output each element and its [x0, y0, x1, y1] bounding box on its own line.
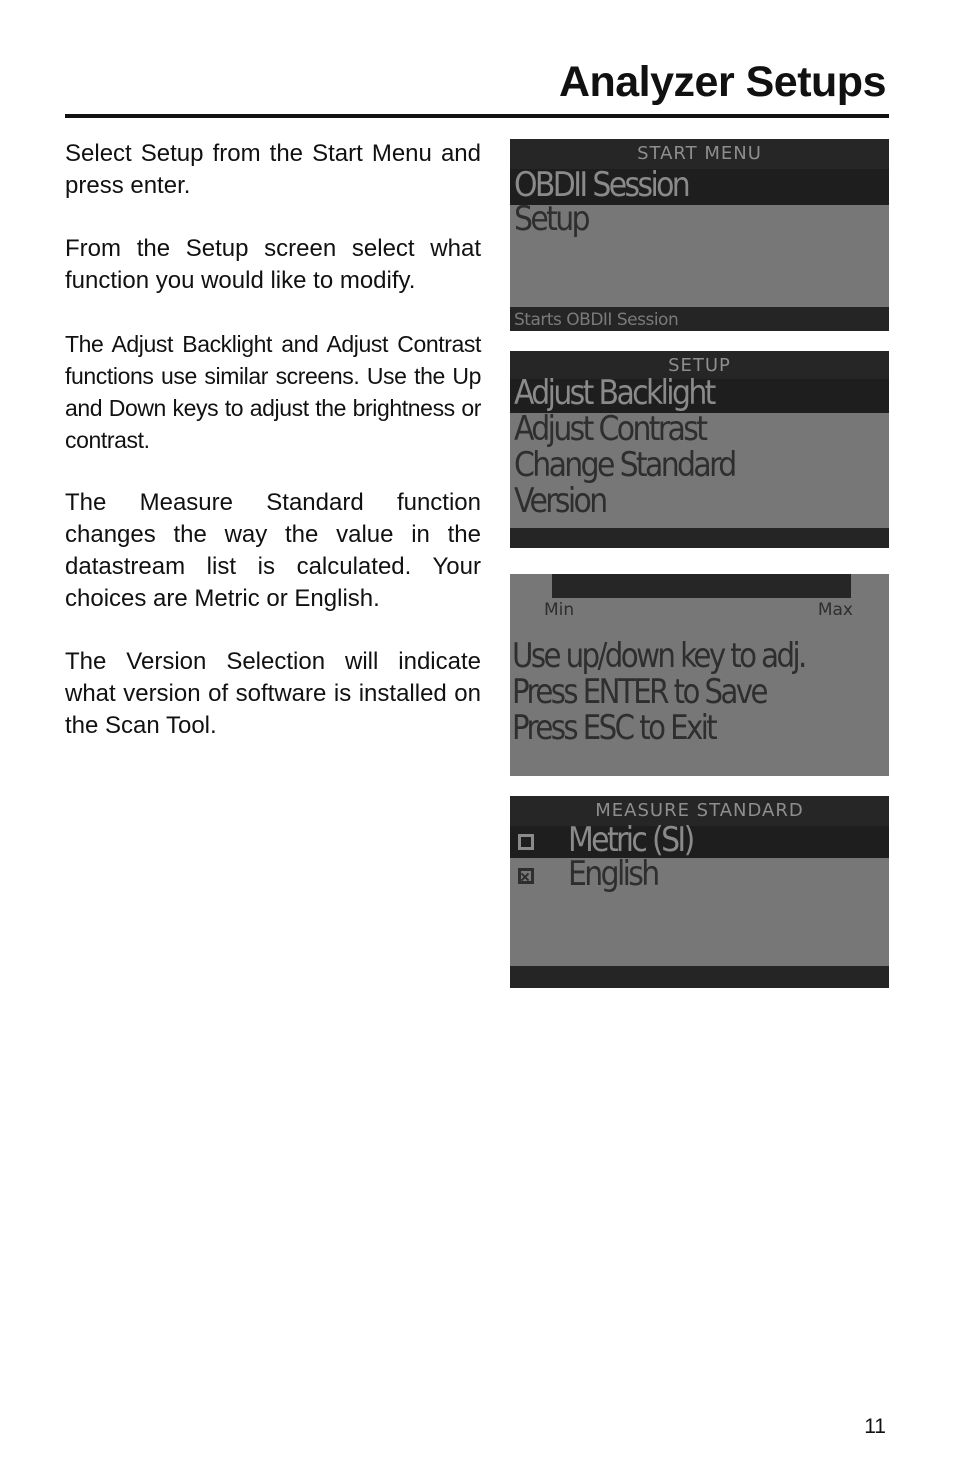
selected-row-highlight — [510, 826, 889, 858]
screen-footer — [510, 307, 889, 331]
screen-title: START MENU — [637, 143, 762, 164]
screen-footer — [510, 528, 889, 548]
menu-item-setup: Setup — [514, 199, 588, 239]
menu-item-obdii-session: OBDII Session — [514, 165, 689, 205]
checkbox-icon — [518, 834, 534, 850]
paragraph-setup-screen: From the Setup screen select what function you would like to modify. — [65, 235, 481, 294]
menu-item-change-standard: Change Standard — [514, 445, 735, 485]
start-menu-screen-photo — [510, 139, 889, 331]
menu-item-adjust-contrast: Adjust Contrast — [514, 409, 706, 449]
screen-header — [510, 796, 889, 826]
option-metric: Metric (SI) — [568, 820, 693, 860]
max-label: Max — [817, 600, 853, 620]
paragraph-select-setup: Select Setup from the Start Menu and press enter. — [65, 140, 481, 199]
adjust-screen-photo — [510, 574, 889, 776]
screen-footer — [510, 966, 889, 988]
instruction-line: Use up/down key to adj. — [512, 636, 805, 676]
instruction-line: Press ESC to Exit — [512, 708, 716, 748]
paragraph-backlight-contrast: The Adjust Backlight and Adjust Contrast functions use similar screens. Use the Up and Down keys to adjust the brightness or contrast. — [65, 331, 481, 453]
menu-item-adjust-backlight: Adjust Backlight — [514, 373, 714, 413]
setup-screen-photo — [510, 351, 889, 548]
body-text — [65, 138, 481, 773]
page-number: 11 — [864, 1415, 886, 1438]
level-bar — [552, 574, 851, 598]
checked-checkbox-icon — [518, 868, 534, 884]
min-label: Min — [544, 600, 575, 620]
screen-title: SETUP — [668, 355, 731, 376]
menu-item-version: Version — [514, 481, 606, 521]
measure-standard-screen-photo — [510, 796, 889, 988]
footer-hint: Starts OBDII Session — [514, 310, 679, 330]
instruction-line: Press ENTER to Save — [512, 672, 766, 712]
option-english: English — [568, 854, 658, 894]
paragraph-version: The Version Selection will indicate what version of software is installed on the Scan Tool. — [65, 648, 481, 739]
page-title: Analyzer Setups — [558, 58, 886, 106]
title-rule — [65, 114, 889, 118]
paragraph-measure-standard: The Measure Standard function changes the way the value in the datastream list is calculated. Your choices are Metric or English. — [65, 489, 481, 612]
screen-title: MEASURE STANDARD — [595, 800, 804, 821]
